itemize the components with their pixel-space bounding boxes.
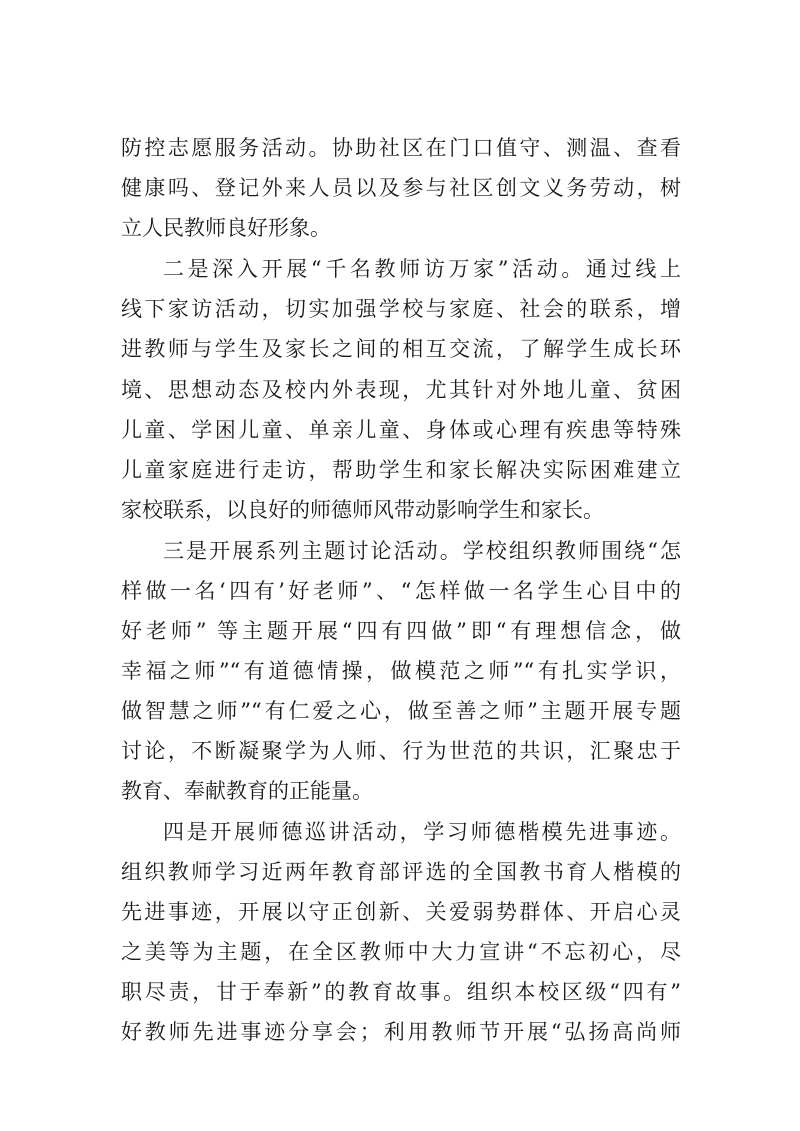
paragraph-start-line: 三是开展系列主题讨论活动。学校组织教师围绕“怎 [163,539,681,563]
text-line: 好老师” 等主题开展“四有四做”即“有理想信念，做 [121,619,681,643]
text-line: 儿童家庭进行走访，帮助学生和家长解决实际困难建立 [121,458,681,482]
text-line: 样做一名‘四有’好老师”、“怎样做一名学生心目中的 [121,579,681,603]
text-line: 健康吗、登记外来人员以及参与社区创文义务劳动，树 [121,176,681,200]
text-line: 教育、奉献教育的正能量。 [121,779,373,803]
text-line: 进教师与学生及家长之间的相互交流，了解学生成长环 [121,337,681,361]
text-line: 境、思想动态及校内外表现，尤其针对外地儿童、贫困 [121,378,681,402]
text-line: 幸福之师”“有道德情操，做模范之师”“有扎实学识， [121,659,681,683]
text-line: 做智慧之师”“有仁爱之心，做至善之师”主题开展专题 [121,699,681,723]
text-line: 立人民教师良好形象。 [121,216,331,240]
text-line: 线下家访活动，切实加强学校与家庭、社会的联系，增 [121,297,681,321]
text-line: 职尽责，甘于奉新”的教育故事。组织本校区级“四有” [121,980,681,1004]
text-line: 讨论，不断凝聚学为人师、行为世范的共识，汇聚忠于 [121,739,681,763]
paragraph-start-line: 四是开展师德巡讲活动，学习师德楷模先进事迹。 [163,820,681,844]
text-line: 先进事迹，开展以守正创新、关爱弱势群体、开启心灵 [121,900,681,924]
paragraph-start-line: 二是深入开展“千名教师访万家”活动。通过线上 [163,257,681,281]
text-line: 之美等为主题，在全区教师中大力宣讲“不忘初心，尽 [121,940,681,964]
text-line: 儿童、学困儿童、单亲儿童、身体或心理有疾患等特殊 [121,418,681,442]
text-line: 防控志愿服务活动。协助社区在门口值守、测温、查看 [121,136,681,160]
text-line: 家校联系，以良好的师德师风带动影响学生和家长。 [121,498,604,522]
text-line: 组织教师学习近两年教育部评选的全国教书育人楷模的 [121,860,681,884]
text-line: 好教师先进事迹分享会；利用教师节开展“弘扬高尚师 [121,1020,681,1044]
